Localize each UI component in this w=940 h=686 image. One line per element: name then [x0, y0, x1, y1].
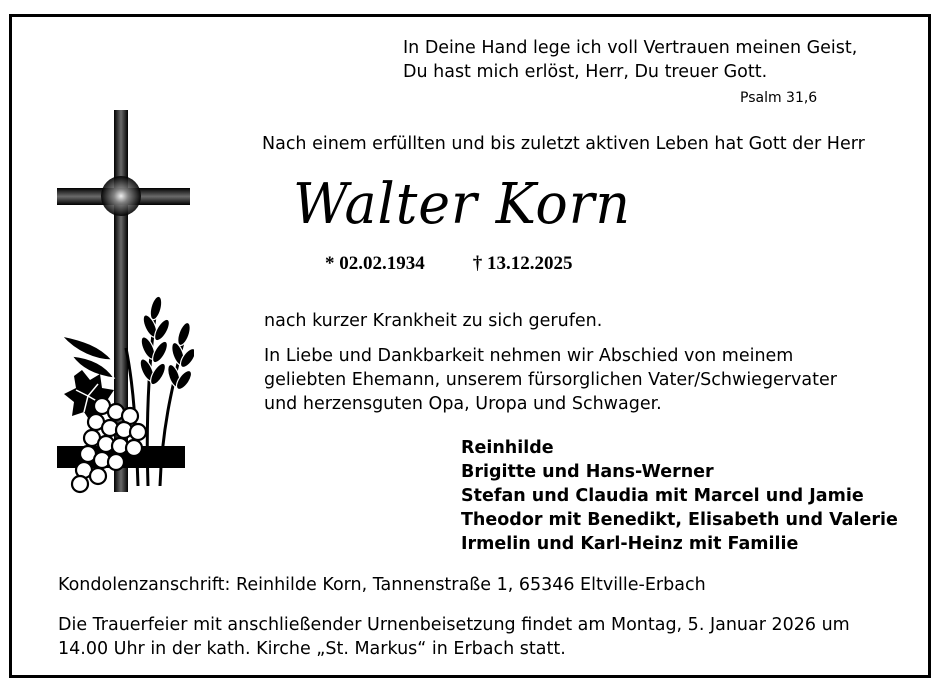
verse-line-2: Du hast mich erlöst, Herr, Du treuer Gott. — [403, 62, 768, 82]
intro-text: Nach einem erfüllten und bis zuletzt aktiven Leben hat Gott der Herr — [262, 134, 865, 154]
called-home-text: nach kurzer Krankheit zu sich gerufen. — [264, 311, 603, 331]
service-line-2: 14.00 Uhr in der kath. Kirche „St. Markus“ in Erbach statt. — [58, 639, 566, 659]
death-date: † 13.12.2025 — [472, 253, 573, 274]
mourners-list — [461, 436, 898, 556]
farewell-line-2: geliebten Ehemann, unserem fürsorglichen Vater/Schwiegervater — [264, 370, 837, 390]
mourner-item: Theodor mit Benedikt, Elisabeth und Valerie — [461, 510, 898, 530]
farewell-line-1: In Liebe und Dankbarkeit nehmen wir Abschied von meinem — [264, 346, 794, 366]
mourner-item: Reinhilde — [461, 438, 554, 458]
deceased-name: Walter Korn — [293, 172, 632, 237]
birth-date: * 02.02.1934 — [325, 253, 425, 274]
verse-line-1: In Deine Hand lege ich voll Vertrauen meinen Geist, — [403, 38, 858, 58]
bible-verse — [403, 36, 857, 84]
funeral-service-info — [58, 613, 850, 661]
condolence-address: Kondolenzanschrift: Reinhilde Korn, Tannenstraße 1, 65346 Eltville-Erbach — [58, 575, 706, 595]
farewell-text — [264, 344, 837, 416]
vine-leaf-icon — [64, 370, 114, 424]
service-line-1: Die Trauerfeier mit anschließender Urnenbeisetzung findet am Montag, 5. Januar 2026 um — [58, 615, 850, 635]
mourner-item: Brigitte und Hans-Werner — [461, 462, 714, 482]
life-dates — [325, 253, 573, 275]
cross-wheat-grapes-artwork — [52, 108, 194, 496]
verse-reference: Psalm 31,6 — [740, 90, 818, 106]
mourner-item: Stefan und Claudia mit Marcel und Jamie — [461, 486, 864, 506]
farewell-line-3: und herzensguten Opa, Uropa und Schwager. — [264, 394, 662, 414]
mourner-item: Irmelin und Karl-Heinz mit Familie — [461, 534, 799, 554]
